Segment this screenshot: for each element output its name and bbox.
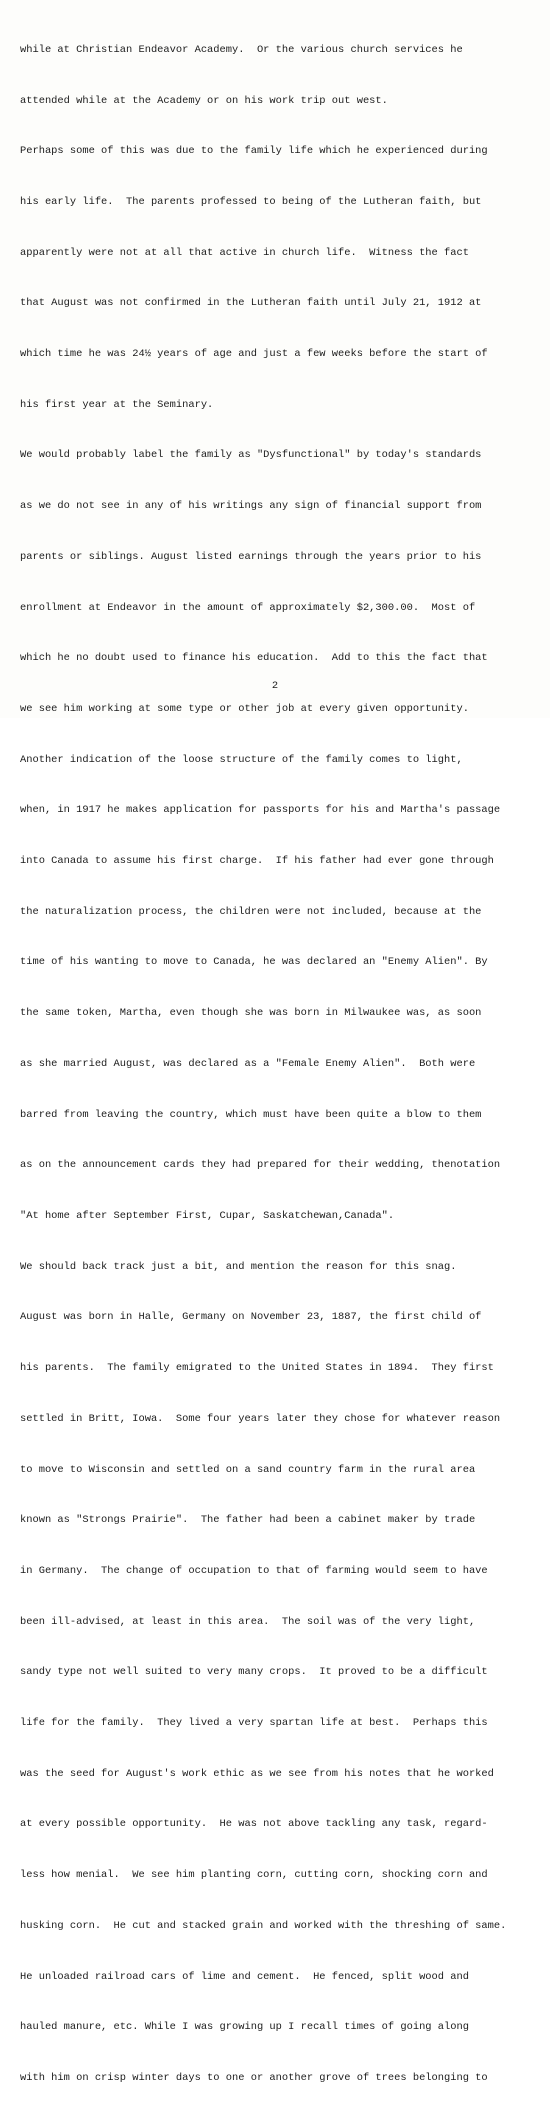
text-line: time of his wanting to move to Canada, he was declared an "Enemy Alien". By — [20, 956, 488, 969]
text-line: in Germany. The change of occupation to that of farming would seem to have — [20, 1564, 488, 1577]
text-line: apparently were not at all that active in church life. Witness the fact — [20, 246, 469, 259]
text-line: hauled manure, etc. While I was growing up I recall times of going along — [20, 2021, 469, 2034]
text-line: his parents. The family emigrated to the United States in 1894. They first — [20, 1362, 494, 1375]
text-line: the same token, Martha, even though she was born in Milwaukee was, as soon — [20, 1007, 482, 1020]
text-line: settled in Britt, Iowa. Some four years later they chose for whatever reason — [20, 1412, 501, 1425]
text-line: "At home after September First, Cupar, Saskatchewan,Canada". — [20, 1209, 395, 1222]
text-line: as we do not see in any of his writings any sign of financial support from — [20, 500, 482, 513]
text-line: while at Christian Endeavor Academy. Or the various church services he — [20, 43, 463, 56]
text-line: life for the family. They lived a very spartan life at best. Perhaps this — [20, 1717, 488, 1730]
text-line: Another indication of the loose structure of the family comes to light, — [20, 753, 463, 766]
text-line: He unloaded railroad cars of lime and cement. He fenced, split wood and — [20, 1970, 469, 1983]
text-line: Perhaps some of this was due to the family life which he experienced during — [20, 145, 488, 158]
text-line: when, in 1917 he makes application for passports for his and Martha's passage — [20, 804, 501, 817]
text-line: We would probably label the family as "Dysfunctional" by today's standards — [20, 449, 482, 462]
text-line: parents or siblings. August listed earnings through the years prior to his — [20, 550, 482, 563]
text-line: been ill-advised, at least in this area. The soil was of the very light, — [20, 1615, 476, 1628]
text-line: at every possible opportunity. He was not above tackling any task, regard- — [20, 1818, 488, 1831]
text-line: was the seed for August's work ethic as we see from his notes that he worked — [20, 1767, 494, 1780]
text-line: barred from leaving the country, which must have been quite a blow to them — [20, 1108, 482, 1121]
text-line: to move to Wisconsin and settled on a sand country farm in the rural area — [20, 1463, 476, 1476]
text-line: which he no doubt used to finance his education. Add to this the fact that — [20, 652, 488, 665]
text-line: known as "Strongs Prairie". The father had been a cabinet maker by trade — [20, 1514, 476, 1527]
text-line: his early life. The parents professed to being of the Lutheran faith, but — [20, 195, 482, 208]
text-line: less how menial. We see him planting corn, cutting corn, shocking corn and — [20, 1869, 488, 1882]
text-line: we see him working at some type or other job at every given opportunity. — [20, 702, 469, 715]
text-line: his first year at the Seminary. — [20, 398, 214, 411]
text-line: which time he was 24½ years of age and just a few weeks before the start of — [20, 348, 488, 361]
text-line: that August was not confirmed in the Lutheran faith until July 21, 1912 at — [20, 297, 482, 310]
text-line: as she married August, was declared as a "Female Enemy Alien". Both were — [20, 1057, 476, 1070]
text-line: attended while at the Academy or on his work trip out west. — [20, 94, 388, 107]
text-line: into Canada to assume his first charge. If his father had ever gone through — [20, 855, 494, 868]
text-line: as on the announcement cards they had prepared for their wedding, thenotation — [20, 1159, 501, 1172]
text-line: husking corn. He cut and stacked grain and worked with the threshing of same. — [20, 1919, 507, 1932]
page-number: 2 — [271, 680, 279, 692]
text-line: sandy type not well suited to very many crops. It proved to be a difficult — [20, 1666, 488, 1679]
text-line: enrollment at Endeavor in the amount of approximately $2,300.00. Most of — [20, 601, 476, 614]
text-line: the naturalization process, the children were not included, because at the — [20, 905, 482, 918]
text-line: with him on crisp winter days to one or another grove of trees belonging to — [20, 2071, 488, 2084]
body-text — [20, 8, 540, 2121]
text-line: We should back track just a bit, and mention the reason for this snag. — [20, 1260, 457, 1273]
text-line: August was born in Halle, Germany on November 23, 1887, the first child of — [20, 1311, 482, 1324]
